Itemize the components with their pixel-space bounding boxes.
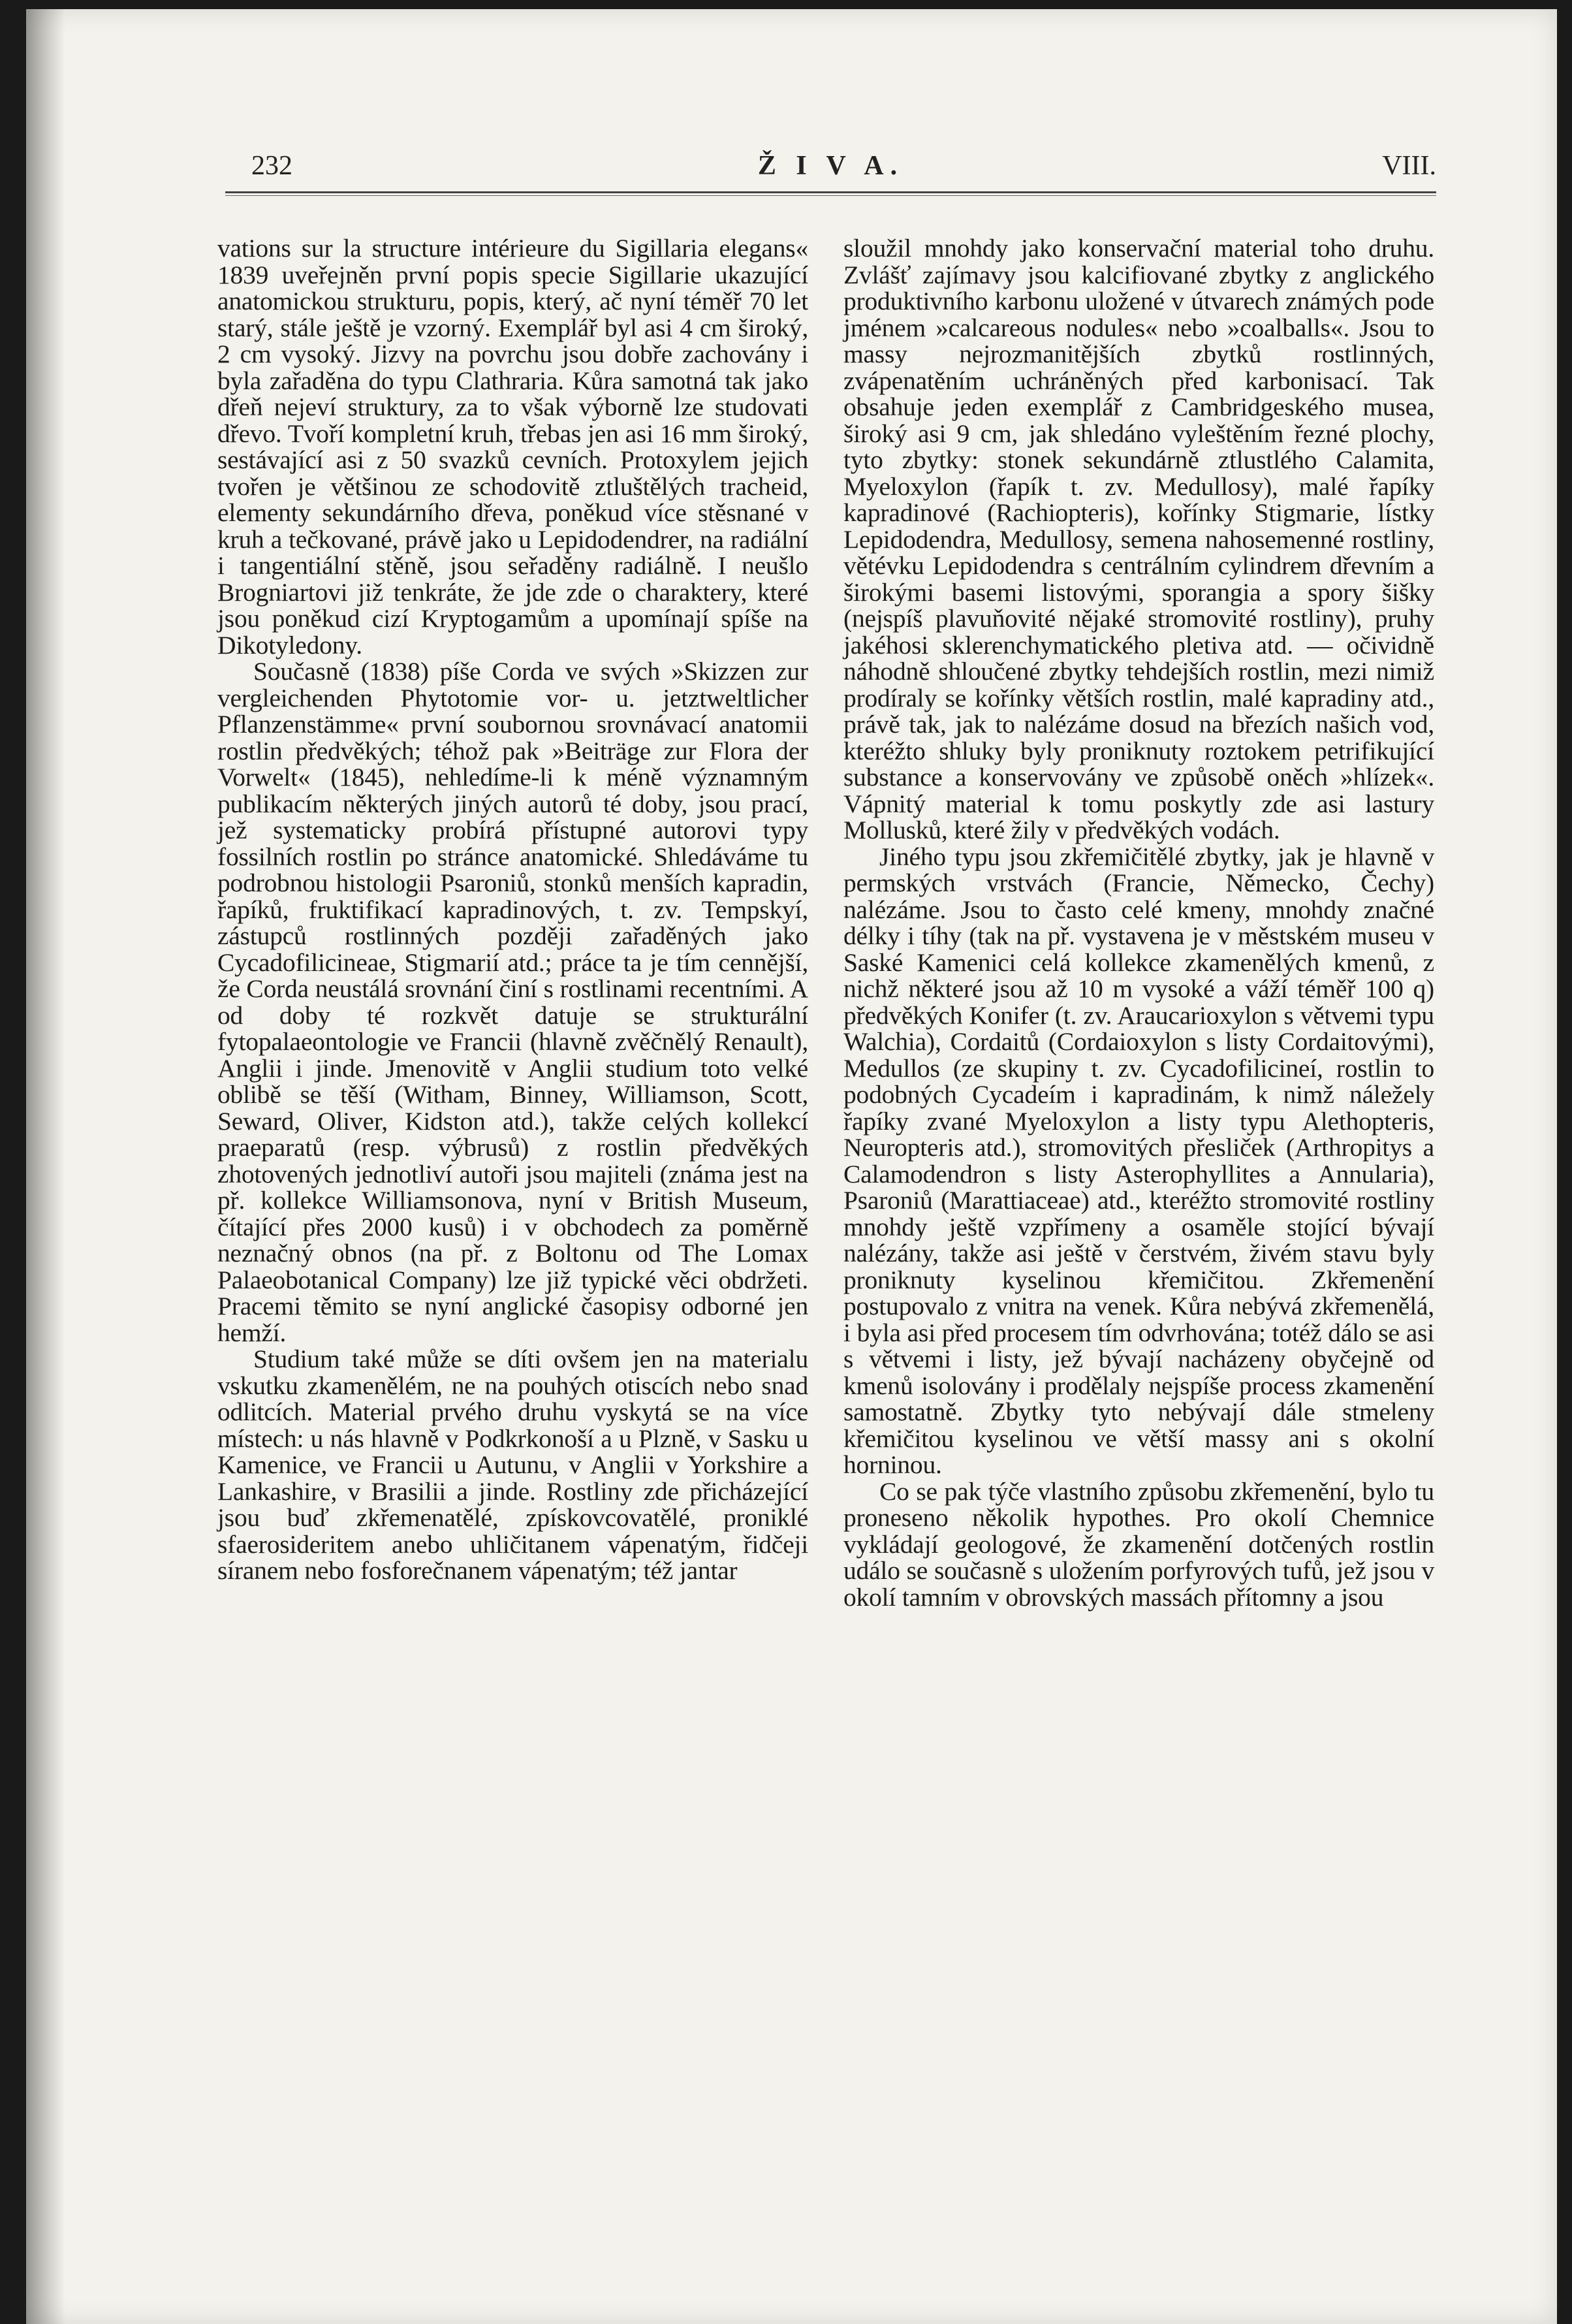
paragraph: Studium také může se díti ovšem jen na materialu vskutku zkamenělém, ne na pouhých otiscích nebo snad odlitcích. Material prvého druhu vyskytá se na více místech: u nás hlavně v Podkrkonoší a u Plzně, v Sasku u Kamenice, ve Francii u Autunu, v Anglii v Yorkshire a Lankashire, v Brasilii a jinde. Rostliny zde přicházející jsou buď zkřemenatělé, zpískovcovatělé, proniklé sfaerosideritem anebo uhličitanem vápenatým, řidčeji síranem nebo fosforečnanem vápenatým; též jantar xyxy=(217,1345,808,1585)
right-column xyxy=(843,235,1434,1610)
paragraph: Současně (1838) píše Corda ve svých »Skizzen zur vergleichenden Phytotomie vor- u. jetztweltlicher Pflanzenstämme« první soubornou srovnávací anatomii rostlin předvěkých; téhož pak »Beiträge zur Flora der Vorwelt« (1845), nehledíme-li k méně významným publikacím některých jiných autorů té doby, jsou prací, jež systematicky probírá přístupné autorovi typy fossilních rostlin po stránce anatomické. Shledáváme tu podrobnou histologii Psaroniů, stonků menších kapradin, řapíků, fruktifikací kapradinových, t. zv. Tempskyí, zástupců rostlinných později zařaděných jako Cycadofilicineae, Stigmarií atd.; práce ta je tím cennější, že Corda neustálá srovnání činí s rostlinami recentními. A od doby té rozkvět datuje se strukturální fytopalaeontologie ve Francii (hlavně zvěčnělý Renault), Anglii i jinde. Jmenovitě v Anglii studium toto velké oblibě se těší (Witham, Binney, Williamson, Scott, Seward, Oliver, Kidston atd.), takže celých kollekcí praeparatů (resp. výbrusů) z rostlin předvěkých zhotovených jednotliví autoři jsou majiteli (známa jest na př. kollekce Williamsonova, nyní v British Museum, čítající přes 2000 kusů) i v obchodech za poměrně neznačný obnos (na př. z Boltonu od The Lomax Palaeobotanical Company) lze již typické věci obdržeti. Pracemi těmito se nyní anglické časopisy odborné jen hemží. xyxy=(217,657,808,1347)
paragraph: sloužil mnohdy jako konservační material toho druhu. Zvlášť zajímavy jsou kalcifiované zbytky z anglického produktivního karbonu uložené v útvarech známých pode jménem »calcareous nodules« nebo »coalballs«. Jsou to massy nejrozmanitějších zbytků rostlinných, zvápenatěním uchráněných před karbonisací. Tak obsahuje jeden exemplář z Cambridgeského musea, široký asi 9 cm, jak shledáno vyleštěním řezné plochy, tyto zbytky: stonek sekundárně ztlustlého Calamita, Myeloxylon (řapík t. zv. Medullosy), malé řapíky kapradinové (Rachiopteris), kořínky Stigmarie, lístky Lepidodendra, Medullosy, semena nahosemenné rostliny, větévku Lepidodendra s centrálním cylindrem dřevním a širokými basemi listovými, sporangia a spory šišky (nejspíš plavuňovité nějaké stromovité rostliny), pruhy jakéhosi sklerenchymatického pletiva atd. — očividně náhodně shloučené zbytky tehdejších rostlin, mezi nimiž prodíraly se kořínky větších rostlin, malé kapradiny atd., právě tak, jak to nalézáme dosud na březích našich vod, kteréžto shluky byly proniknuty roztokem petrifikující substance a konservovány ve způsobě oněch »hlízek«. Vápnitý material k tomu poskytly zde asi lastury Mollusků, které žily v předvěkých vodách. xyxy=(843,234,1434,844)
page-number: 232 xyxy=(251,151,292,181)
running-header xyxy=(225,150,1436,189)
paragraph: vations sur la structure intérieure du Sigillaria elegans« 1839 uveřejněn první popis specie Sigillarie ukazující anatomickou strukturu, popis, který, ač nyní téměř 70 let starý, stále ještě je vzorný. Exemplář byl asi 4 cm široký, 2 cm vysoký. Jizvy na povrchu jsou dobře zachovány i byla zařaděna do typu Clathraria. Kůra samotná tak jako dřeň nejeví struktury, za to však výborně lze studovati dřevo. Tvoří kompletní kruh, třebas jen asi 16 mm široký, sestávající asi z 50 svazků cevních. Protoxylem jejich tvořen je většinou ze schodovitě ztluštělých tracheid, elementy sekundárního dřeva, poněkud více stěsnané v kruh a tečkované, právě jako u Lepidodendrer, na radiální i tangentiální stěně, jsou seřaděny radiálně. I neušlo Brogniartovi již tenkráte, že jde zde o charaktery, které jsou poněkud cizí Kryptogamům a upomínají spíše na Dikotyledony. xyxy=(217,234,808,660)
header-rule xyxy=(225,191,1436,196)
volume-number: VIII. xyxy=(1382,151,1436,181)
page-spine-shadow xyxy=(26,9,65,2324)
paragraph: Jiného typu jsou zkřemičitělé zbytky, jak je hlavně v permských vrstvách (Francie, Německo, Čechy) nalézáme. Jsou to často celé kmeny, mnohdy značné délky i tíhy (tak na př. vystavena je v městském museu v Saské Kamenici celá kollekce zkamenělých kmenů, z nichž některé jsou až 10 m vysoké a váží téměř 100 q) předvěkých Konifer (t. zv. Araucarioxylon s větvemi typu Walchia), Cordaitů (Cordaioxylon s listy Cordaitovými), Medullos (ze skupiny t. zv. Cycadofilicineí, rostlin to podobných Cycadeím i kapradinám, k nimž náležely řapíky zvané Myeloxylon a listy typu Alethopteris, Neuropteris atd.), stromovitých přesliček (Arthropitys a Calamodendron s listy Asterophyllites a Annularia), Psaroniů (Marattiaceae) atd., kteréžto stromovité rostliny mnohdy ještě vzpřímeny a osaměle stojící bývají nalézány, takže asi ještě v čerstvém, živém stavu byly proniknuty kyselinou křemičitou. Zkřemenění postupovalo z vnitra na venek. Kůra nebývá zkřemenělá, i byla asi před procesem tím odvrhována; totéž dálo se asi s větvemi i listy, jež bývají nacházeny obyčejně od kmenů isolovány i prodělaly nejspíše process zkamenění samostatně. Zbytky tyto nebývají dále stmeleny křemičitou kyselinou ve větší massy ani s okolní horninou. xyxy=(843,842,1434,1479)
journal-title: Ž I V A. xyxy=(757,151,904,181)
paragraph: Co se pak týče vlastního způsobu zkřemenění, bylo tu proneseno několik hypothes. Pro okolí Chemnice vykládají geologové, že zkamenění dotčených rostlin událo se současně s uložením porfyrových tufů, jež jsou v okolí tamním v obrovských massách přítomny a jsou xyxy=(843,1476,1434,1612)
left-column xyxy=(217,235,808,1584)
